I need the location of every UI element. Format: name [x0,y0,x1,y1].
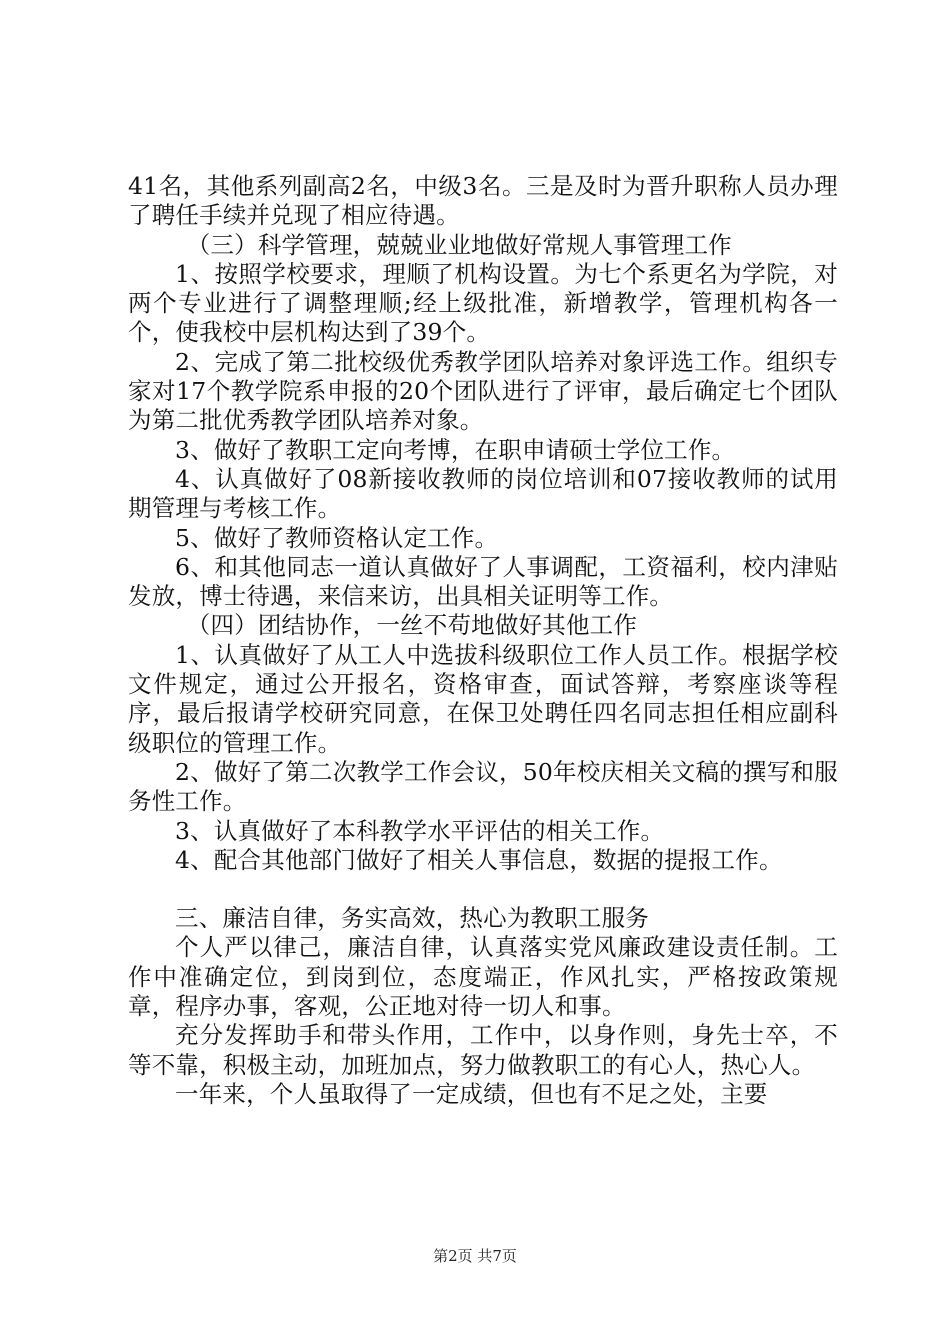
paragraph-item-3-3: 3、做好了教职工定向考博，在职申请硕士学位工作。 [175,435,736,464]
paragraph-item-3-2: 2、完成了第二批校级优秀教学团队培养对象评选工作。组织专家对17个教学院系申报的20个团队进行了评审，最后确定七个团队为第二批优秀教学团队培养对象。 [128,347,838,435]
paragraph-continuation: 41名，其他系列副高2名，中级3名。三是及时为晋升职称人员办理了聘任手续并兑现了相应待遇。 [128,172,838,230]
section-heading-3: （三）科学管理，兢兢业业地做好常规人事管理工作 [186,230,732,259]
paragraph-item-3-5: 5、做好了教师资格认定工作。 [175,523,499,552]
blank-line [128,875,838,904]
paragraph-summary: 一年来，个人虽取得了一定成绩，但也有不足之处，主要 [175,1079,768,1108]
page-footer [0,1246,950,1266]
paragraph-role-model: 充分发挥助手和带头作用，工作中，以身作则，身先士卒，不等不靠，积极主动，加班加点，努力做教职工的有心人，热心人。 [128,1021,838,1079]
paragraph-item-4-1: 1、认真做好了从工人中选拔科级职位工作人员工作。根据学校文件规定，通过公开报名，资格审查，面试答辩，考察座谈等程序，最后报请学校研究同意，在保卫处聘任四名同志担任相应副科级职位的管理工作。 [128,640,838,757]
paragraph-integrity: 个人严以律己，廉洁自律，认真落实党风廉政建设责任制。工作中准确定位，到岗到位，态度端正，作风扎实，严格按政策规章，程序办事，客观，公正地对待一切人和事。 [128,933,838,1021]
paragraph-item-3-4: 4、认真做好了08新接收教师的岗位培训和07接收教师的试用期管理与考核工作。 [128,464,838,523]
document-body [128,172,838,1109]
paragraph-item-3-6: 6、和其他同志一道认真做好了人事调配，工资福利，校内津贴发放，博士待遇，来信来访，出具相关证明等工作。 [128,552,838,611]
paragraph-item-4-2: 2、做好了第二次教学工作会议，50年校庆相关文稿的撰写和服务性工作。 [128,757,838,816]
page-number-label: 第2页 共7页 [433,1247,517,1265]
paragraph-item-4-3: 3、认真做好了本科教学水平评估的相关工作。 [175,816,665,845]
paragraph-item-3-1: 1、按照学校要求，理顺了机构设置。为七个系更名为学院，对两个专业进行了调整理顺;经上级批准，新增教学，管理机构各一个，使我校中层机构达到了39个。 [128,259,838,347]
section-heading-4: （四）团结协作，一丝不苟地做好其他工作 [186,611,638,640]
chapter-heading-3: 三、廉洁自律，务实高效，热心为教职工服务 [175,904,649,933]
paragraph-item-4-4: 4、配合其他部门做好了相关人事信息，数据的提报工作。 [175,845,783,874]
